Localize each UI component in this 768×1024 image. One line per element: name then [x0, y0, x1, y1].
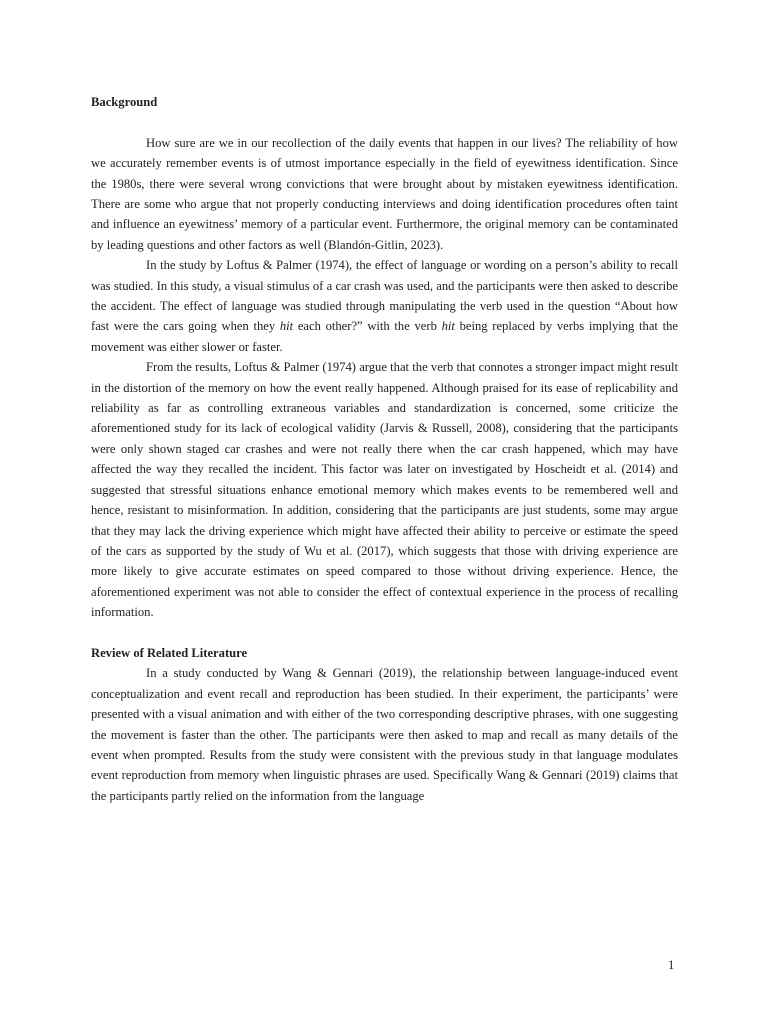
italic-text-segment: hit	[279, 319, 294, 334]
background-paragraph-2	[91, 255, 678, 357]
review-section	[91, 663, 678, 806]
background-section	[91, 133, 678, 623]
text-segment: In the study by Loftus & Palmer (1974), the effect of language or wording on a person’s ability to recall was studied. In this study, a visual stimulus of a car crash was used, and the participants were then asked to describe the accident. The effect of language was studied through manipulating the verb used in the question “About how fast were the cars going when they	[91, 258, 678, 334]
background-paragraph-3	[91, 357, 678, 622]
review-heading: Review of Related Literature	[91, 645, 248, 660]
review-paragraph-1	[91, 663, 678, 806]
page-number: 1	[668, 958, 675, 972]
section-spacer	[91, 623, 678, 643]
text-segment: each other?” with the verb	[293, 319, 442, 334]
document-page	[91, 92, 678, 806]
background-paragraph-1	[91, 133, 678, 255]
text-segment: being replaced by verbs implying that the movement was either slower or faster.	[91, 319, 678, 354]
italic-text-segment: hit	[441, 319, 455, 334]
text-segment: How sure are we in our recollection of the daily events that happen in our lives? The reliability of how we accurately remember events is of utmost importance especially in the field of eyewitness identification. Since the 1980s, there were several wrong convictions that were brought about by mistaken eyewitness identification. There are some who argue that not properly conducting interviews and doing identification procedures often taint and influence an eyewitness’ memory of a particular event. Furthermore, the original memory can be contaminated by leading questions and other factors as well (Blandón-Gitlin, 2023).	[91, 135, 678, 252]
heading-spacer	[91, 112, 678, 132]
background-heading: Background	[91, 95, 158, 109]
text-segment: From the results, Loftus & Palmer (1974) argue that the verb that connotes a stronger impact might result in the distortion of the memory on how the event really happened. Although praised for its ease of replicability and reliability as far as controlling extraneous variables and standardization is concerned, some criticize the aforementioned study for its lack of ecological validity (Jarvis & Russell, 2008), considering that the participants were only shown staged car crashes and were not really there when the car crash happened, which may have affected the way they recalled the incident. This factor was later on investigated by Hoscheidt et al. (2014) and suggested that stressful situations enhance emotional memory which makes events to be remembered well and hence, resistant to misinformation. In addition, considering that the participants are just students, some may argue that they may lack the driving experience which might have affected their ability to perceive or estimate the speed of the cars as supported by the study of Wu et al. (2017), which suggests that those with driving experience are more likely to give accurate estimates on speed compared to those without driving experience. Hence, the aforementioned experiment was not able to consider the effect of contextual experience in the process of recalling information.	[91, 360, 678, 620]
text-segment: In a study conducted by Wang & Gennari (2019), the relationship between language-induced event conceptualization and event recall and reproduction has been studied. In their experiment, the participants’ were presented with a visual animation and with either of the two corresponding descriptive phrases, with one suggesting the movement is faster than the other. The participants were then asked to map and recall as many details of the event when prompted. Results from the study were consistent with the previous study in that language modulates event reproduction from memory when linguistic phrases are used. Specifically Wang & Gennari (2019) claims that the participants partly relied on the information from the language	[91, 666, 678, 803]
